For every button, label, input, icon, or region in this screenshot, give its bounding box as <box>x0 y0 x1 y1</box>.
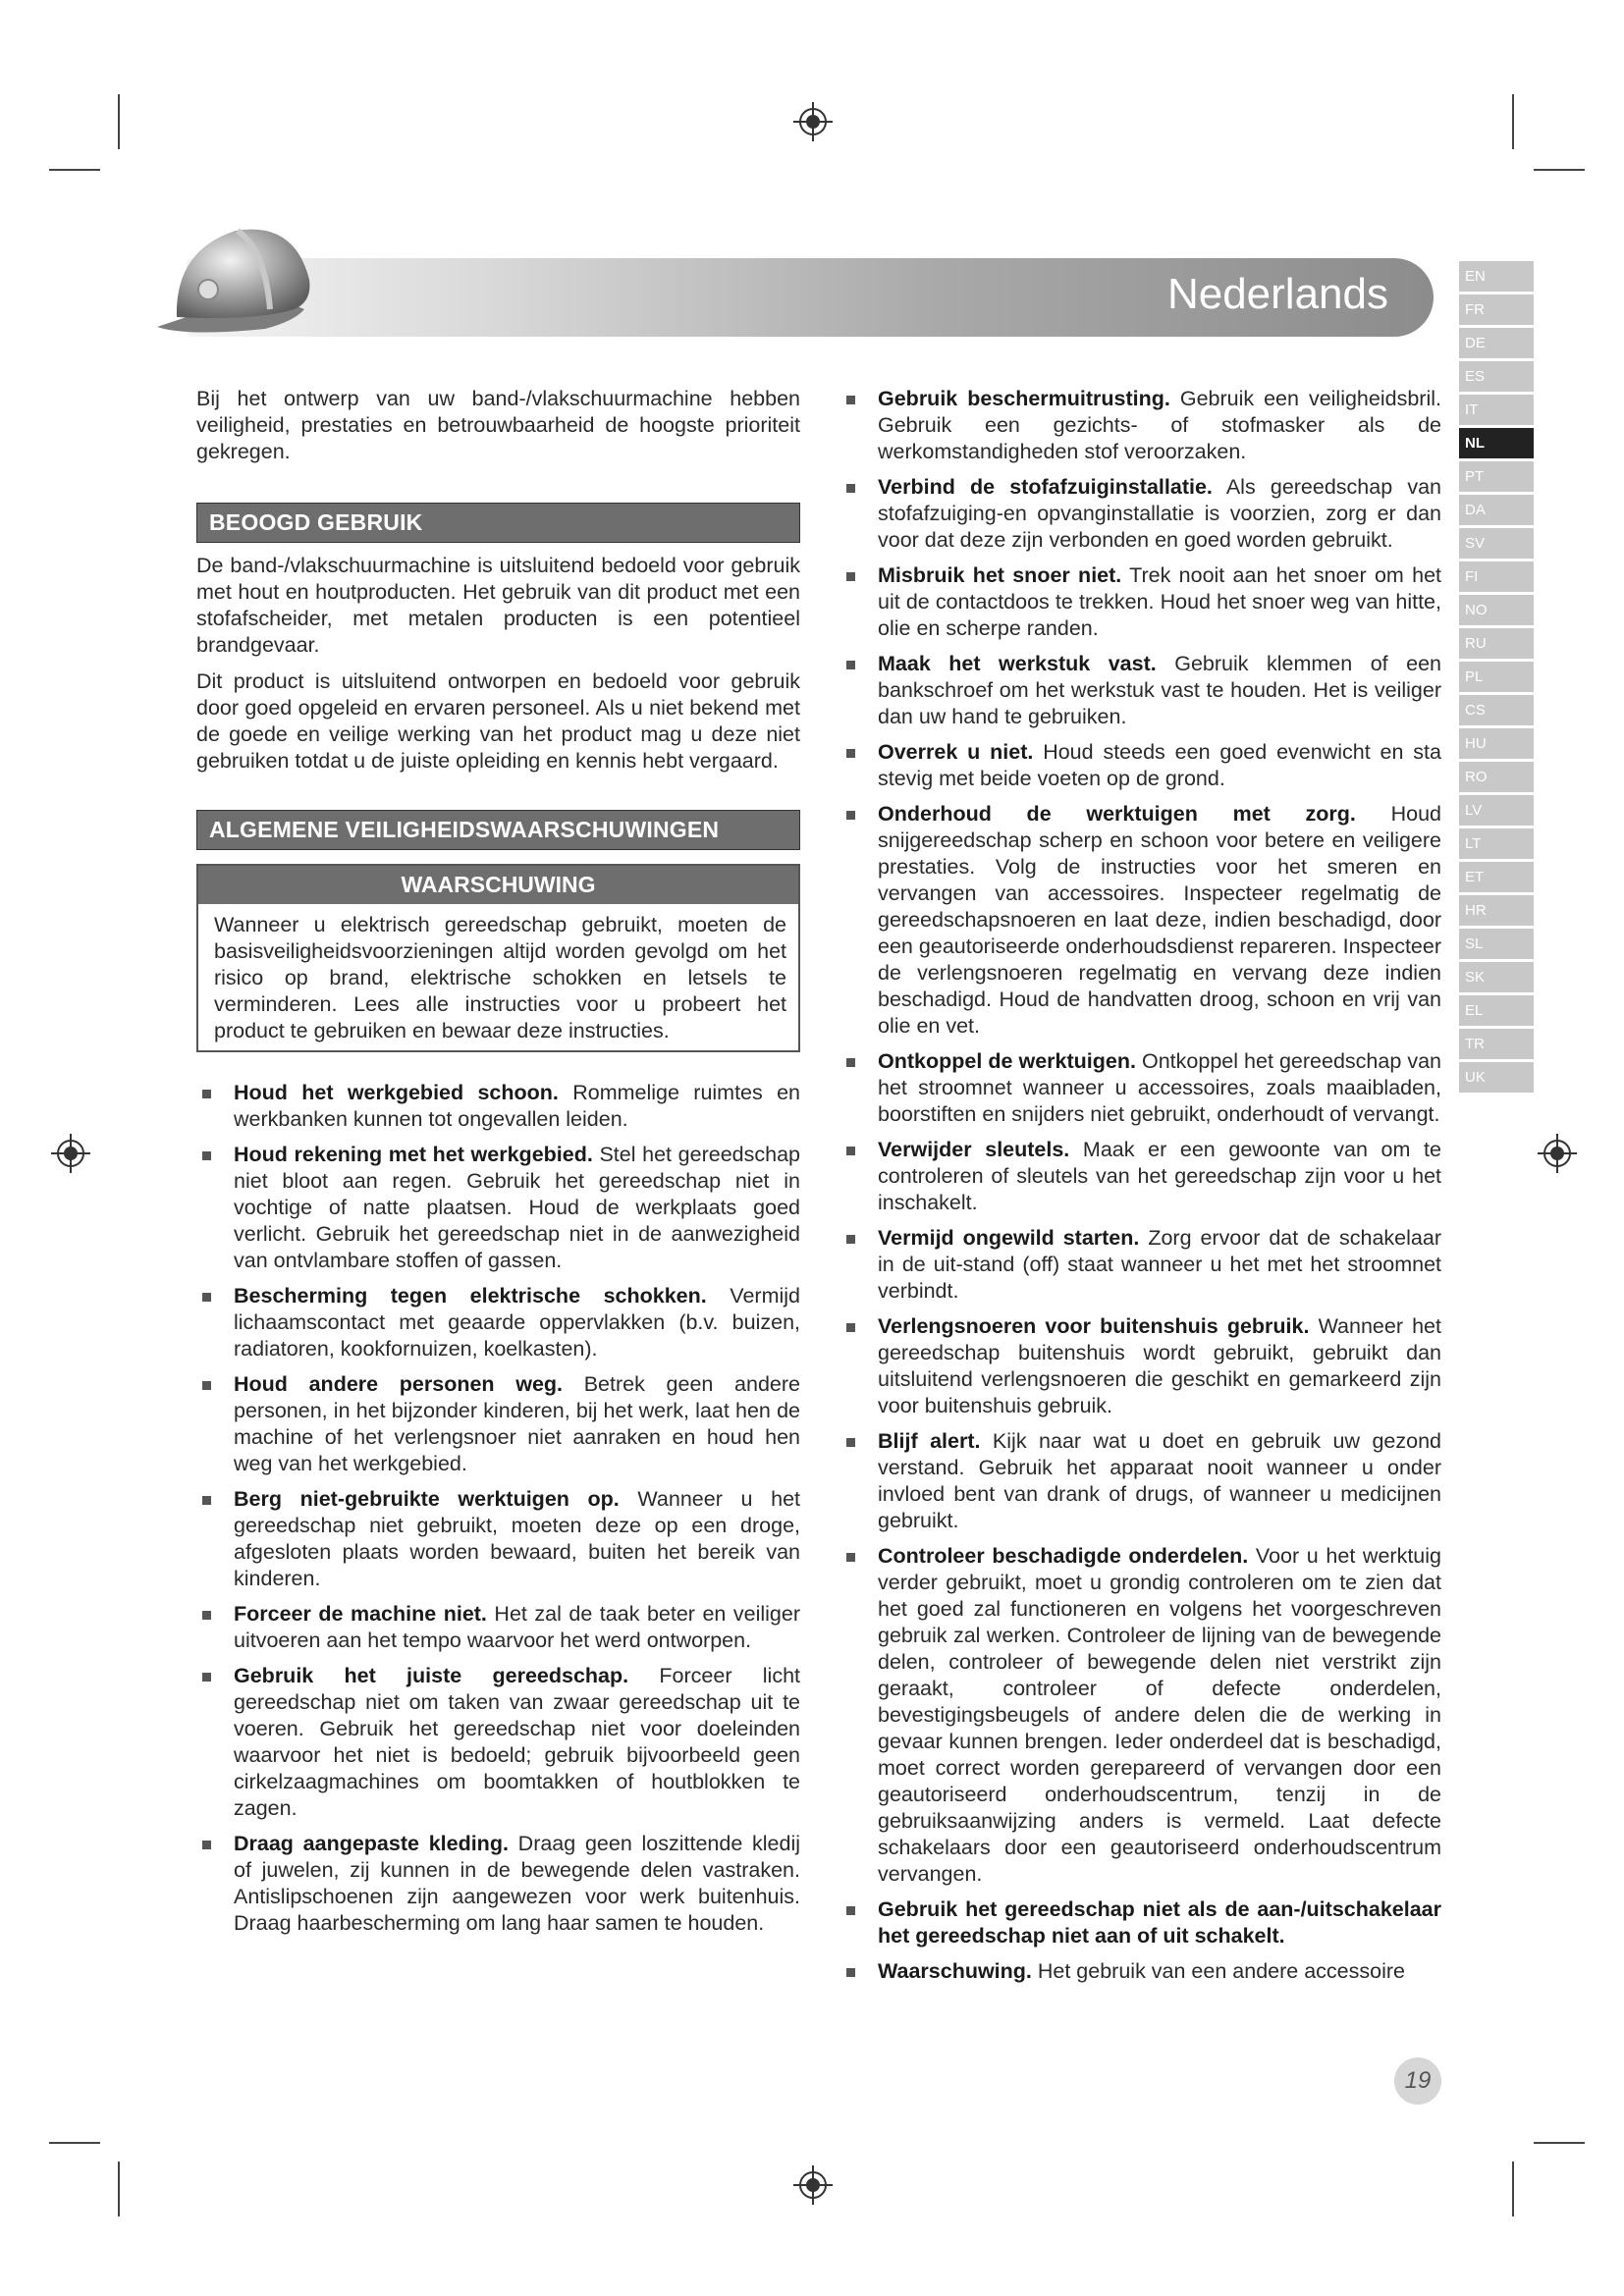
safety-item <box>840 474 1441 554</box>
language-tab-tr: TR <box>1459 1029 1534 1059</box>
registration-mark-icon <box>793 102 833 141</box>
safety-item-text: Draag geen loszittende kledij of juwelen, zij kunnen in de bewegende delen vastraken. Antislipschoenen zijn aangewezen voor werk buitenhuis. Draag haarbescherming om lang haar samen te houden. <box>234 1832 800 1935</box>
language-tab-uk: UK <box>1459 1062 1534 1093</box>
safety-item-title: Gebruik beschermuitrusting. <box>878 387 1170 410</box>
safety-item-title: Houd andere personen weg. <box>234 1372 564 1396</box>
bullet-square-icon <box>846 572 855 581</box>
language-tab-ru: RU <box>1459 628 1534 659</box>
crop-mark <box>49 2142 100 2144</box>
safety-item-text: Wanneer het gereedschap buitenshuis wordt gebruikt, gebruikt dan uitsluitend verlengsnoeren die geschikt en gemarkeerd zijn voor buitenshuis gebruik. <box>878 1314 1441 1417</box>
right-column <box>840 386 1441 1994</box>
safety-item-text: Rommelige ruimtes en werkbanken kunnen tot ongevallen leiden. <box>234 1081 801 1131</box>
safety-helmet-icon <box>147 211 344 348</box>
language-tab-en: EN <box>1459 261 1534 292</box>
safety-item-title: Overrek u niet. <box>878 740 1034 764</box>
safety-item-text: Maak er een gewoonte van om te controleren of sleutels van het gereedschap zijn voor u het inschakelt. <box>878 1138 1441 1214</box>
safety-item <box>196 1283 800 1362</box>
safety-item-title: Bescherming tegen elektrische schokken. <box>234 1284 707 1308</box>
safety-item-title: Draag aangepaste kleding. <box>234 1832 509 1855</box>
bullet-square-icon <box>846 1968 855 1977</box>
intended-use-paragraph-2: Dit product is uitsluitend ontworpen en bedoeld voor gebruik door goed opgeleid en ervaren personeel. Als u niet bekend met de goede en veilige werking van het product mag u deze niet gebruiken totdat u de juiste opleiding en kennis hebt vergaard. <box>196 669 800 773</box>
bullet-square-icon <box>202 1496 211 1505</box>
safety-item-title: Misbruik het snoer niet. <box>878 563 1122 587</box>
safety-item-title: Houd rekening met het werkgebied. <box>234 1143 593 1166</box>
header-banner <box>187 258 1434 337</box>
bullet-square-icon <box>846 1147 855 1155</box>
left-column <box>196 386 800 1946</box>
crop-mark <box>1512 94 1514 149</box>
safety-item <box>196 1371 800 1477</box>
safety-item-title: Ontkoppel de werktuigen. <box>878 1049 1136 1073</box>
safety-item-text: Kijk naar wat u doet en gebruik uw gezond verstand. Gebruik het apparaat nooit wanneer u onder invloed bent van drank of drugs, of wanneer u medicijnen gebruikt. <box>878 1429 1442 1532</box>
safety-item-text: Wanneer u het gereedschap niet gebruikt, moeten deze op een droge, afgesloten plaats worden bewaard, buiten het bereik van kinderen. <box>234 1487 800 1590</box>
safety-item-title: Gebruik het juiste gereedschap. <box>234 1664 629 1687</box>
bullet-square-icon <box>202 1090 211 1098</box>
language-title: Nederlands <box>1166 270 1388 318</box>
bullet-square-icon <box>202 1381 211 1390</box>
safety-item <box>840 1958 1441 1985</box>
language-tab-lt: LT <box>1459 828 1534 859</box>
intro-paragraph: Bij het ontwerp van uw band-/vlakschuurmachine hebben veiligheid, prestaties en betrouwbaarheid de hoogste prioriteit gekregen. <box>196 387 800 463</box>
bullet-square-icon <box>846 1438 855 1447</box>
safety-item-title: Verwijder sleutels. <box>878 1138 1070 1161</box>
language-tab-lv: LV <box>1459 795 1534 826</box>
section-heading-intended-use: BEOOGD GEBRUIK <box>196 503 800 543</box>
bullet-square-icon <box>202 1293 211 1302</box>
bullet-square-icon <box>846 1058 855 1067</box>
language-tab-ro: RO <box>1459 762 1534 792</box>
crop-mark <box>1534 169 1585 171</box>
safety-item <box>840 1137 1441 1216</box>
registration-mark-icon <box>1538 1134 1577 1173</box>
safety-item <box>196 1663 800 1822</box>
safety-item-text: Betrek geen andere personen, in het bijzonder kinderen, bij het werk, laat hen de machine of het verlengsnoer niet aanraken en houd hen weg van het werkgebied. <box>234 1372 800 1475</box>
safety-item-text: Als gereedschap van stofafzuiging-en opvanginstallatie is voorzien, zorg er dan voor dat deze zijn verbonden en goed worden gebruikt. <box>878 475 1441 552</box>
bullet-square-icon <box>202 1841 211 1849</box>
safety-item-text: Gebruik klemmen of een bankschroef om het werkstuk vast te houden. Het is veiliger dan uw hand te gebruiken. <box>878 652 1442 728</box>
registration-mark-icon <box>51 1134 90 1173</box>
language-tab-sl: SL <box>1459 929 1534 959</box>
page-number: 19 <box>1394 2057 1441 2105</box>
language-tab-nl: NL <box>1459 428 1534 458</box>
language-tab-et: ET <box>1459 862 1534 892</box>
safety-item <box>196 1601 800 1654</box>
bullet-square-icon <box>846 1323 855 1332</box>
crop-mark <box>49 169 100 171</box>
safety-item <box>840 1313 1441 1419</box>
safety-item-title: Vermijd ongewild starten. <box>878 1226 1140 1250</box>
section-heading-general-safety: ALGEMENE VEILIGHEIDSWAARSCHUWINGEN <box>196 810 800 850</box>
language-tab-it: IT <box>1459 395 1534 425</box>
language-tab-fi: FI <box>1459 561 1534 592</box>
safety-item-text: Stel het gereedschap niet bloot aan regen. Gebruik het gereedschap niet in vochtige of natte plaatsen. Houd de werkplaats goed verlicht. Gebruik het gereedschap niet in de aanwezigheid van ontvlambare stoffen of gassen. <box>234 1143 800 1272</box>
language-tab-pl: PL <box>1459 662 1534 692</box>
safety-item <box>840 739 1441 792</box>
left-safety-list <box>196 1080 800 1937</box>
safety-item-text: Ontkoppel het gereedschap van het stroomnet wanneer u accessoires, zoals maaibladen, boorstiften en snijders niet gebruikt, onderhoudt of vervangt. <box>878 1049 1441 1126</box>
language-tabs <box>1459 261 1534 1095</box>
warning-text: Wanneer u elektrisch gereedschap gebruikt, moeten de basisveiligheidsvoorzieningen altijd worden gevolgd om het risico op brand, elektrische schokken en letsels te verminderen. Lees alle instructies voor u probeert het product te gebruiken en bewaar deze instructies. <box>214 913 786 1042</box>
safety-item-text: Het zal de taak beter en veiliger uitvoeren aan het tempo waarvoor het werd ontworpen. <box>234 1602 801 1652</box>
language-tab-el: EL <box>1459 995 1534 1026</box>
safety-item <box>840 1896 1441 1949</box>
safety-item <box>840 1543 1441 1888</box>
safety-item-title: Waarschuwing. <box>878 1959 1032 1983</box>
safety-item-title: Verbind de stofafzuiginstallatie. <box>878 475 1213 499</box>
bullet-square-icon <box>202 1151 211 1160</box>
safety-item-title: Blijf alert. <box>878 1429 981 1453</box>
bullet-square-icon <box>846 484 855 493</box>
bullet-square-icon <box>846 661 855 669</box>
bullet-square-icon <box>846 1235 855 1244</box>
bullet-square-icon <box>202 1611 211 1620</box>
safety-item-title: Houd het werkgebied schoon. <box>234 1081 559 1104</box>
warning-title: WAARSCHUWING <box>198 866 798 904</box>
crop-mark <box>118 94 120 149</box>
safety-item <box>196 1831 800 1937</box>
bullet-square-icon <box>846 396 855 404</box>
safety-item-text: Houd steeds een goed evenwicht en sta stevig met beide voeten op de grond. <box>878 740 1441 790</box>
bullet-square-icon <box>846 1906 855 1915</box>
bullet-square-icon <box>202 1673 211 1682</box>
safety-item <box>840 1428 1441 1534</box>
safety-item <box>840 562 1441 642</box>
safety-item-title: Gebruik het gereedschap niet als de aan-/uitschakelaar het gereedschap niet aan of uit schakelt. <box>878 1897 1441 1948</box>
safety-item-text: Zorg ervoor dat de schakelaar in de uit-stand (off) staat wanneer u het met het stroomnet verbindt. <box>878 1226 1441 1303</box>
safety-item-title: Verlengsnoeren voor buitenshuis gebruik. <box>878 1314 1310 1338</box>
safety-item <box>196 1142 800 1274</box>
safety-item <box>840 801 1441 1040</box>
safety-item-text: Forceer licht gereedschap niet om taken van zwaar gereedschap uit te voeren. Gebruik het gereedschap niet voor doeleinden waarvoor het niet is bedoeld; gebruik bijvoorbeeld geen cirkelzaagmachines om boomtakken of houtblokken te zagen. <box>234 1664 800 1820</box>
crop-mark <box>1534 2142 1585 2144</box>
safety-item <box>840 1225 1441 1305</box>
language-tab-da: DA <box>1459 495 1534 525</box>
language-tab-no: NO <box>1459 595 1534 625</box>
warning-box <box>196 864 800 1052</box>
bullet-square-icon <box>846 749 855 758</box>
language-tab-de: DE <box>1459 328 1534 358</box>
crop-mark <box>1512 2162 1514 2216</box>
safety-item-text: Gebruik een veiligheidsbril. Gebruik een gezichts- of stofmasker als de werkomstandigheden stof veroorzaken. <box>878 387 1441 463</box>
language-tab-sk: SK <box>1459 962 1534 992</box>
language-tab-hr: HR <box>1459 895 1534 926</box>
safety-item <box>840 1048 1441 1128</box>
language-tab-es: ES <box>1459 361 1534 392</box>
bullet-square-icon <box>846 1553 855 1562</box>
safety-item <box>840 386 1441 465</box>
language-tab-cs: CS <box>1459 695 1534 725</box>
intended-use-paragraph-1: De band-/vlakschuurmachine is uitsluitend bedoeld voor gebruik met hout en houtproducten. Het gebruik van dit product met een stofafscheider, met metalen producten is een potentieel brandgevaar. <box>196 554 800 657</box>
safety-item-text: Het gebruik van een andere accessoire <box>1031 1959 1405 1983</box>
safety-item <box>196 1080 800 1133</box>
bullet-square-icon <box>846 811 855 820</box>
language-tab-pt: PT <box>1459 461 1534 492</box>
language-tab-fr: FR <box>1459 294 1534 325</box>
language-tab-sv: SV <box>1459 528 1534 559</box>
safety-item <box>196 1486 800 1592</box>
safety-item-title: Berg niet-gebruikte werktuigen op. <box>234 1487 620 1511</box>
crop-mark <box>118 2162 120 2216</box>
safety-item-title: Onderhoud de werktuigen met zorg. <box>878 802 1356 826</box>
safety-item-text: Vermijd lichaamscontact met geaarde oppervlakken (b.v. buizen, radiatoren, kookfornuizen, koelkasten). <box>234 1284 801 1361</box>
safety-item-text: Voor u het werktuig verder gebruikt, moet u grondig controleren om te zien dat het goed zal functioneren en volgens het voorgeschreven gebruik zal werken. Controleer de lijning van de bewegende delen, controleer of bewegende delen niet verstrikt zijn geraakt, controleer of defecte onderdelen, bevestigingsbeugels of andere delen die de werking in gevaar kunnen brengen. Ieder onderdeel dat is beschadigd, moet correct worden gerepareerd of vervangen door een geautoriseerd onderhoudscentrum, tenzij in de gebruiksaanwijzing anders is vermeld. Laat defecte schakelaars door een geautoriseerd onderhoudscentrum vervangen. <box>878 1544 1441 1886</box>
safety-item-text: Trek nooit aan het snoer om het uit de contactdoos te trekken. Houd het snoer weg van hitte, olie en scherpe randen. <box>878 563 1441 640</box>
language-tab-hu: HU <box>1459 728 1534 759</box>
safety-item <box>840 651 1441 730</box>
right-safety-list <box>840 386 1441 1985</box>
safety-item-title: Maak het werkstuk vast. <box>878 652 1157 675</box>
safety-item-title: Forceer de machine niet. <box>234 1602 487 1626</box>
safety-item-title: Controleer beschadigde onderdelen. <box>878 1544 1249 1568</box>
safety-item-text: Houd snijgereedschap scherp en schoon voor betere en veiligere prestaties. Volg de instructies voor het smeren en vervangen van accessoires. Inspecteer regelmatig de gereedschapsnoeren en laat deze, indien beschadigd, door een geautoriseerde onderhoudsdienst repareren. Inspecteer de verlengsnoeren regelmatig en vervang deze indien beschadigd. Houd de handvatten droog, schoon en vrij van olie en vet. <box>878 802 1442 1038</box>
registration-mark-icon <box>793 2165 833 2205</box>
